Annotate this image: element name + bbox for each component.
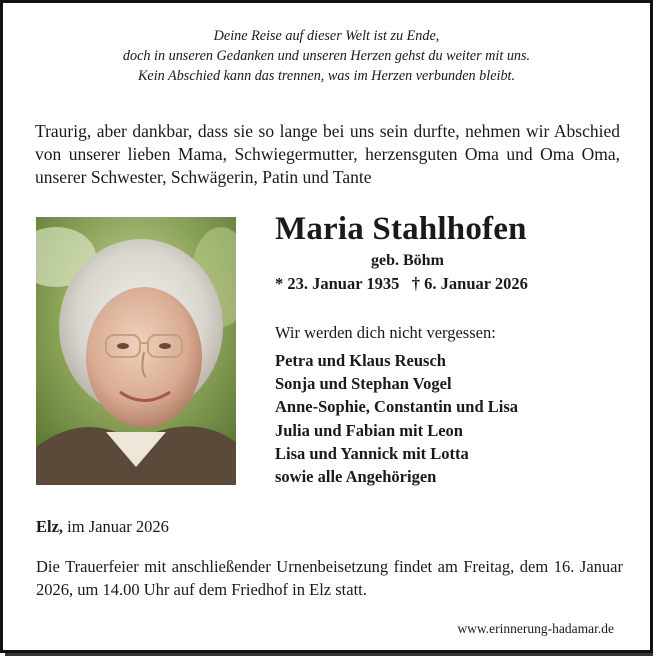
place-month: im Januar 2026 — [63, 517, 169, 536]
place-town: Elz, — [36, 517, 64, 536]
deceased-name: Maria Stahlhofen — [275, 211, 527, 247]
poem — [3, 26, 650, 86]
family-member: Anne-Sophie, Constantin und Lisa — [275, 397, 519, 417]
place-date — [36, 517, 169, 537]
family-member: Petra und Klaus Reusch — [275, 351, 446, 370]
service-info: Die Trauerfeier mit anschließender Urnenbeisetzung findet am Freitag, dem 16. Januar 2026, um 14.00 Uhr auf dem Friedhof in Elz statt. — [36, 557, 623, 599]
intro-text: Traurig, aber dankbar, dass sie so lange bei uns sein durfte, nehmen wir Abschied von unserer lieben Mama, Schwiegermutter, herzensguten Oma und Oma Oma, unserer Schwester, Schwägerin, Patin und Tante — [35, 121, 620, 187]
family-member: Julia und Fabian mit Leon — [275, 420, 463, 440]
birth-date: * 23. Januar 1935 — [275, 274, 400, 293]
website-link[interactable]: www.erinnerung-hadamar.de — [457, 621, 614, 636]
poem-line-2: doch in unseren Gedanken und unseren Herzen gehst du weiter mit uns. — [122, 48, 531, 64]
portrait-photo — [36, 217, 236, 485]
maiden-name: geb. Böhm — [371, 252, 444, 269]
family-member: Sonja und Stephan Vogel — [275, 374, 452, 394]
poem-line-3: Kein Abschied kann das trennen, was im Herzen verbunden bleibt. — [137, 68, 516, 84]
poem-line-1: Deine Reise auf dieser Welt ist zu Ende, — [213, 28, 440, 44]
closing-line: Wir werden dich nicht vergessen: — [275, 323, 496, 342]
family-member: Lisa und Yannick mit Lotta — [275, 443, 469, 463]
life-dates — [275, 274, 528, 294]
family-member: sowie alle Angehörigen — [275, 467, 437, 487]
death-date: † 6. Januar 2026 — [411, 274, 528, 293]
family-list — [275, 349, 518, 488]
